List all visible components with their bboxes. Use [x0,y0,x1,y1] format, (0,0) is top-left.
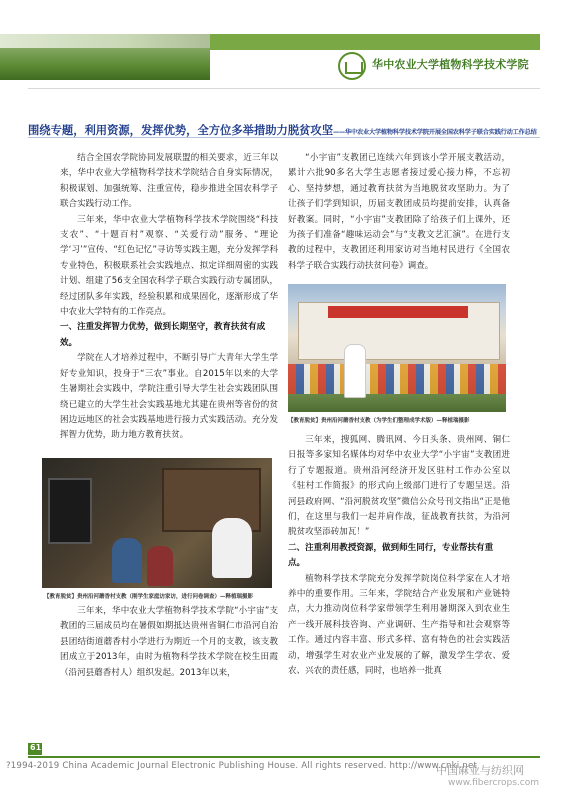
section-heading: 一、注重发挥智力优势，做到长期坚守，教育扶贫有成效。 [60,322,266,348]
photo-school-sign [328,306,468,318]
photo-volunteer [344,344,366,398]
watermark-url: www.fibercrops.com [448,778,539,788]
section-heading: 二、注重利用教授资源，做到师生同行，专业帮扶有重点。 [288,542,494,569]
paragraph: 三年来，搜狐网、腾讯网、今日头条、贵州网、铜仁日报等多家知名媒体均对华中农业大学“小宇宙”支教团进行了专题报道。贵州沿河经济开发区驻村工作办公室以《驻村工作简报》的形式向上级部门进行了专题呈送。沿河县政府网、“沿河脱贫攻坚”微信公众号刊文指出“正是他们，在这里与我们一起并肩作战，征战教育扶贫，为沿河脱贫攻坚添砖加瓦！” [288,435,510,538]
photo-person-villager [147,546,173,586]
photo-person-student [212,518,252,578]
paragraph: 三年来，华中农业大学植物科学技术学院“小宇宙”支教团的三届成员均在暑假如期抵达贵州省铜仁市沿河自治县团结街道蘑香村小学进行为期近一个月的支教，该支教团成立于2013年，由时为植物科学技术学院在校生田霞（沿河县蘑香村人）组织发起。2013年以来， [60,606,278,678]
photo-caption-right: 【教育脱贫】贵州沿河蘑香村支教（为学生们整理成学术版）—释植瑞摄影 [288,418,470,424]
article-title [28,119,540,138]
paragraph: 三年来，华中农业大学植物科学技术学院围绕“科技支农”、“十题百村”观察、“关爱行动”服务、“理论学‘习’”宣传、“红色记忆”寻访等实践主题，充分发挥学科专业特色，积极联系社会实践地点、拟定详细周密的实践计划、组建了56支全国农科学子联合实践行动专属团队，经过团队多年实践，经验积累和成果固化，逐渐形成了华中农业大学特有的工作亮点。 [60,214,278,318]
college-logo-icon [338,52,366,80]
paragraph: 学院在人才培养过程中，不断引导广大青年大学生学好专业知识，投身于“三农”事业。自2015年以来的大学生暑期社会实践中，学院注重引导大学生社会实践团队围绕已建立的大学生社会实践基地尤其建在贵州等省份的贫困边远地区的社会实践基地进行接力式实践活动。充分发挥智力优势，助力地方教育扶贫。 [60,353,278,441]
left-column-upper [60,151,278,444]
header-green-band [210,34,540,50]
paragraph: 结合全国农学院协同发展联盟的相关要求，近三年以来，华中农业大学植物科学技术学院结合自身实际情况，积极谋划、加强统筹、注重宣传，稳步推进全国农科学子联合实践行动工作。 [60,153,278,210]
article-title-sub: ——华中农业大学植物科学技术学院开展全国农科学子联合实践行动工作总结 [333,129,537,136]
photo-television [48,478,92,544]
photo-children-group [288,364,506,394]
right-column-upper [288,151,510,274]
left-column-lower [60,604,278,681]
copyright-footer: ?1994-2019 China Academic Journal Electronic Publishing House. All rights reserved. http://www.cnki.net [6,761,478,771]
paragraph: 植物科学技术学院充分发挥学院岗位科学家在人才培养中的重要作用。三年来，学院结合产业发展和产业链特点，大力推动岗位科学家带领学生利用暑期深入到农业生产一线开展科技咨询、产业调研、生产指导和社会观察等工作。通过内容丰富、形式多样、富有特色的社会实践活动，增强学生对农业产业发展的了解，激发学生学农、爱农、兴农的责任感，同时，也培养一批真 [288,573,510,677]
photo-person-child [112,538,142,583]
right-column-lower [288,433,510,680]
photo-school-students [288,284,506,412]
page-number: 61 [30,743,42,752]
footer-divider [28,756,540,758]
header-banner-image [0,34,210,80]
photo-caption-left: 【教育脱贫】贵州沿河蘑香村支教（刚学生家庭访家访，进行问卷调查）—释植瑞摄影 [44,594,254,600]
title-divider [28,137,540,138]
paragraph: “小宇宙”支教团已连续六年到该小学开展支教活动，累计六批90多名大学生志愿者接过爱心接力棒，不忘初心、坚持梦想，通过教育扶贫为当地脱贫攻坚助力。为了让孩子们学到知识，历届支教团成员均提前安排，认真备好教案。同时，“小宇宙”支教团除了给孩子们上课外，还为孩子们准备“趣味运动会”与“支教文艺汇演”。在进行支教的过程中，支教团还利用家访对当地村民进行《全国农科学子联合实践行动扶贫问卷》调查。 [288,153,510,271]
photo-home-visit [42,458,272,588]
article-title-main: 围绕专题，利用资源，发挥优势，全方位多举措助力脱贫攻坚 [28,124,334,137]
college-name: 华中农业大学植物科学技术学院 [372,58,529,71]
header-divider [28,88,540,89]
watermark-text: 中国麻业与纺织网 [436,764,524,777]
